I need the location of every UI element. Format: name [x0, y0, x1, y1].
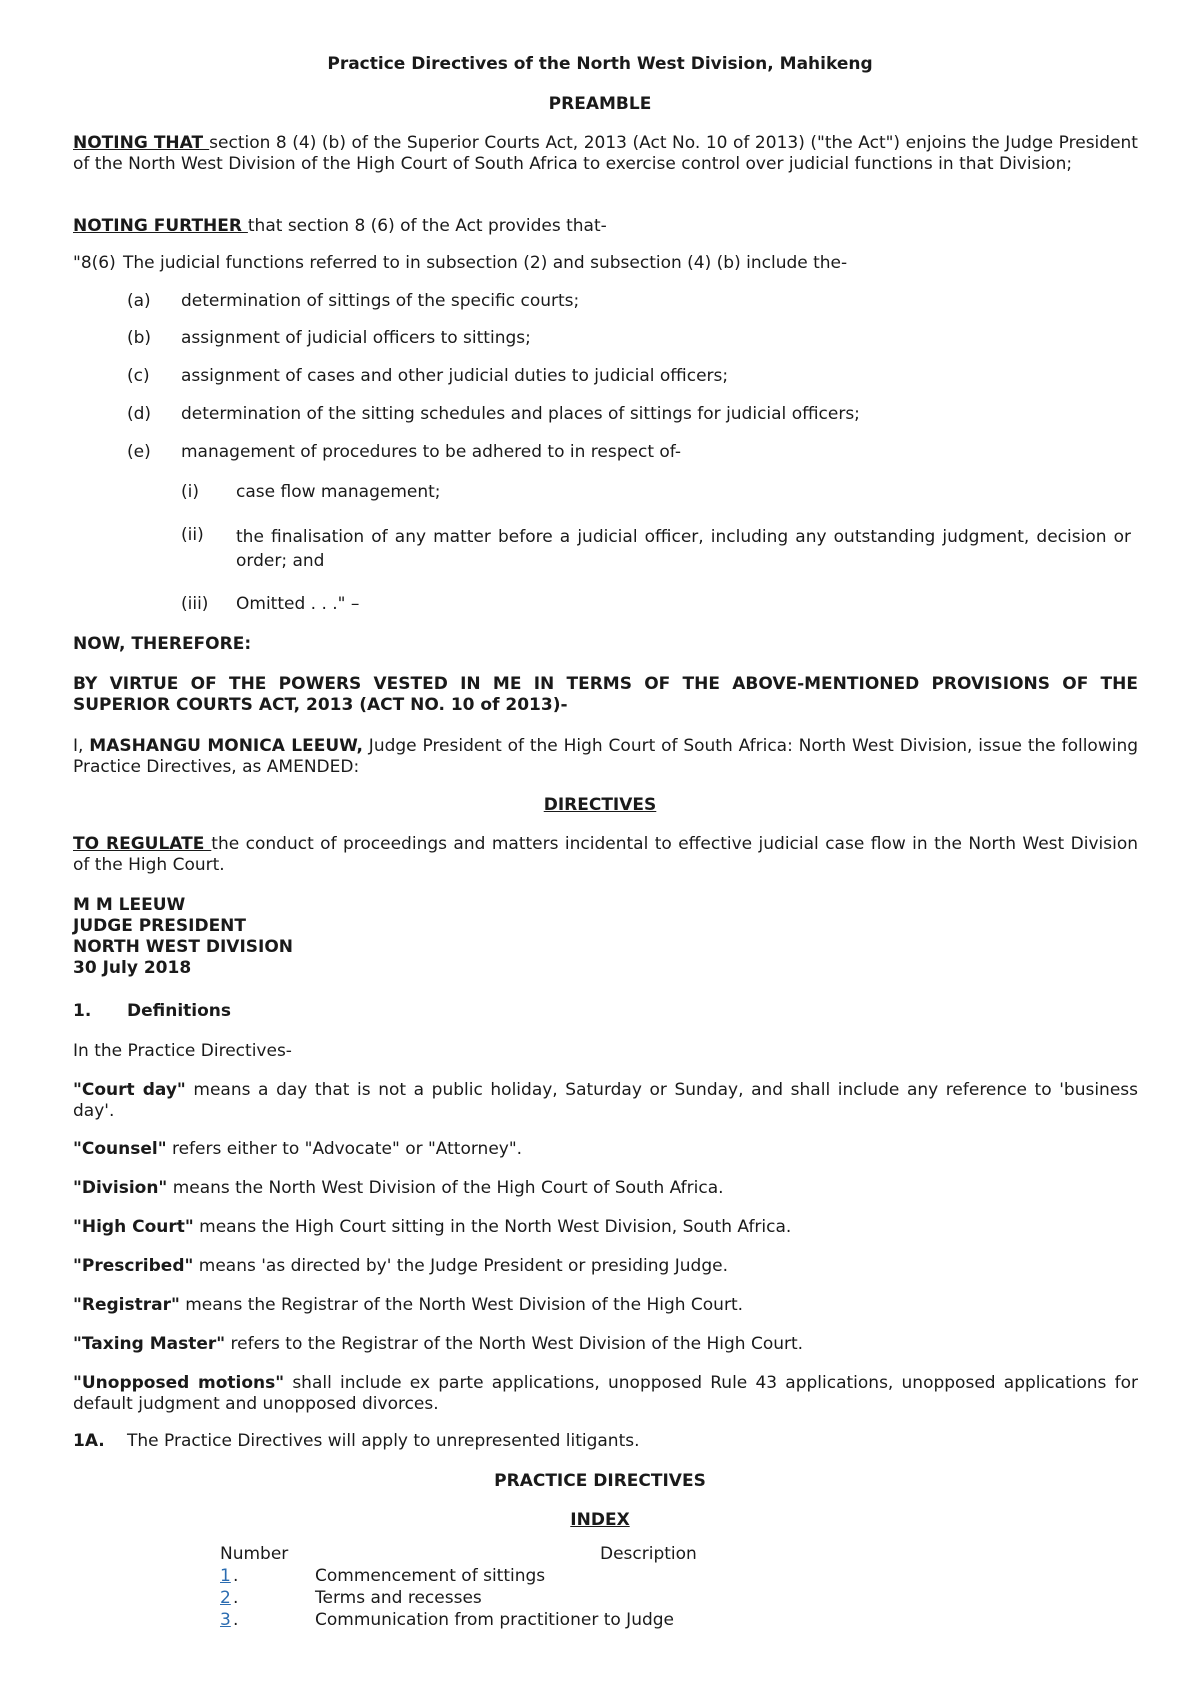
list-item-label: (a) — [127, 291, 151, 311]
signature-name: M M LEEUW — [73, 895, 186, 915]
to-regulate-paragraph — [73, 834, 1138, 876]
list-item-label: (b) — [127, 328, 152, 348]
issuer-name: MASHANGU MONICA LEEUW, — [89, 736, 363, 756]
definition-text: refers to the Registrar of the North West Division of the High Court. — [225, 1334, 804, 1354]
definition-item — [73, 1295, 1138, 1316]
definitions-intro: In the Practice Directives- — [73, 1041, 292, 1061]
sub-list-item-label: (i) — [181, 482, 199, 502]
signature-block — [73, 895, 1138, 979]
sub-list-item-text: the finalisation of any matter before a judicial officer, including any outstanding judgment, decision or order; and — [236, 527, 1131, 571]
issuer-text: Judge President of the High Court of South Africa: North West Division, issue the following Practice Directives, as AMENDED: — [73, 736, 1139, 777]
signature-division: NORTH WEST DIVISION — [73, 937, 294, 957]
index-heading: INDEX — [570, 1510, 630, 1530]
list-item — [127, 404, 1127, 425]
definition-text: means the Registrar of the North West Division of the High Court. — [179, 1295, 744, 1315]
noting-that-text: section 8 (4) (b) of the Superior Courts Act, 2013 (Act No. 10 of 2013) ("the Act") enjoins the Judge President of the North West Division of the High Court of South Africa to exercise control over judicial functions in that Division; — [73, 133, 1138, 174]
index-description: Commencement of sittings — [315, 1566, 546, 1586]
list-item-label: (e) — [127, 442, 151, 462]
noting-that-paragraph — [73, 133, 1138, 175]
noting-further-paragraph — [73, 216, 1138, 237]
issuer-prefix: I, — [73, 736, 90, 756]
list-item — [127, 442, 1127, 463]
definition-text: refers either to "Advocate" or "Attorney". — [166, 1139, 523, 1159]
sub-list-item-text: case flow management; — [236, 482, 441, 502]
list-item-text: determination of the sitting schedules and places of sittings for judicial officers; — [181, 404, 860, 424]
section-heading — [73, 1001, 673, 1022]
list-item — [127, 366, 1127, 387]
definition-term: "Taxing Master" — [73, 1334, 226, 1354]
section-1a-text: The Practice Directives will apply to unrepresented litigants. — [127, 1431, 640, 1451]
definition-term: "Counsel" — [73, 1139, 167, 1159]
sub-list-item — [181, 525, 1131, 571]
list-item-text: determination of sittings of the specific courts; — [181, 291, 580, 311]
by-virtue-paragraph: BY VIRTUE OF THE POWERS VESTED IN ME IN TERMS OF THE ABOVE-MENTIONED PROVISIONS OF THE SUPERIOR COURTS ACT, 2013 (ACT NO. 10 of 2013)- — [73, 674, 1138, 715]
definition-text: means 'as directed by' the Judge President or presiding Judge. — [193, 1256, 728, 1276]
definition-term: "High Court" — [73, 1217, 194, 1237]
noting-that-lead: NOTING THAT — [73, 133, 210, 153]
index-header-row — [220, 1544, 1020, 1565]
section-1a — [73, 1431, 1138, 1452]
index-row: 2 . Terms and recesses — [220, 1588, 482, 1608]
noting-further-text: that section 8 (6) of the Act provides that- — [247, 216, 607, 236]
signature-date: 30 July 2018 — [73, 958, 192, 978]
section-title: Definitions — [127, 1001, 232, 1021]
index-link[interactable]: 2 — [220, 1588, 231, 1608]
sub-list-item-label: (iii) — [181, 594, 209, 614]
section-number: 1. — [73, 1001, 92, 1021]
definition-text: means a day that is not a public holiday, Saturday or Sunday, and shall include any reference to 'business day'. — [73, 1080, 1138, 1121]
signature-title: JUDGE PRESIDENT — [73, 916, 247, 936]
quote-intro-text: The judicial functions referred to in subsection (2) and subsection (4) (b) include the- — [123, 253, 848, 273]
definition-term: "Division" — [73, 1178, 168, 1198]
list-item — [127, 328, 1127, 349]
definition-item — [73, 1217, 1138, 1238]
section-1a-number: 1A. — [73, 1431, 105, 1451]
definition-item — [73, 1080, 1138, 1122]
index-description: Terms and recesses — [315, 1588, 482, 1608]
sub-list-item-text: Omitted . . ." – — [236, 594, 360, 614]
definition-item — [73, 1334, 1138, 1355]
list-item-label: (d) — [127, 404, 152, 424]
definition-text: means the High Court sitting in the North West Division, South Africa. — [193, 1217, 792, 1237]
now-therefore: NOW, THEREFORE: — [73, 634, 252, 654]
definition-item — [73, 1373, 1138, 1415]
index-col-description: Description — [600, 1544, 697, 1564]
noting-further-lead: NOTING FURTHER — [73, 216, 248, 236]
directives-heading: DIRECTIVES — [543, 795, 657, 815]
definition-term: "Unopposed motions" — [73, 1373, 285, 1393]
quote-intro-label: "8(6) — [73, 253, 116, 273]
definition-item — [73, 1178, 1138, 1199]
preamble-heading: PREAMBLE — [548, 94, 652, 114]
index-link[interactable]: 3 — [220, 1610, 231, 1630]
definition-term: "Prescribed" — [73, 1256, 194, 1276]
index-col-number: Number — [220, 1544, 289, 1564]
definition-text: means the North West Division of the High Court of South Africa. — [167, 1178, 724, 1198]
definition-term: "Court day" — [73, 1080, 186, 1100]
definition-text: shall include ex parte applications, unopposed Rule 43 applications, unopposed applications for default judgment and unopposed divorces. — [73, 1373, 1138, 1414]
index-row: 1 . Commencement of sittings — [220, 1566, 546, 1586]
list-item-text: management of procedures to be adhered to in respect of- — [181, 442, 681, 462]
practice-directives-heading: PRACTICE DIRECTIVES — [494, 1471, 706, 1491]
definition-term: "Registrar" — [73, 1295, 180, 1315]
index-row: 3 . Communication from practitioner to Judge — [220, 1610, 675, 1630]
definition-item — [73, 1256, 1138, 1277]
issuer-paragraph — [73, 736, 1138, 778]
list-item-text: assignment of judicial officers to sittings; — [181, 328, 531, 348]
sub-list-item — [181, 594, 1131, 615]
to-regulate-lead: TO REGULATE — [73, 834, 212, 854]
document-title: Practice Directives of the North West Division, Mahikeng — [327, 54, 873, 74]
to-regulate-text: the conduct of proceedings and matters incidental to effective judicial case flow in the North West Division of the High Court. — [73, 834, 1138, 875]
quote-intro — [73, 253, 1138, 274]
list-item — [127, 291, 1127, 312]
sub-list-item — [181, 482, 1131, 503]
index-link[interactable]: 1 — [220, 1566, 231, 1586]
list-item-text: assignment of cases and other judicial duties to judicial officers; — [181, 366, 729, 386]
list-item-label: (c) — [127, 366, 150, 386]
index-description: Communication from practitioner to Judge — [315, 1610, 675, 1630]
sub-list-item-label: (ii) — [181, 525, 204, 545]
definition-item — [73, 1139, 1138, 1160]
